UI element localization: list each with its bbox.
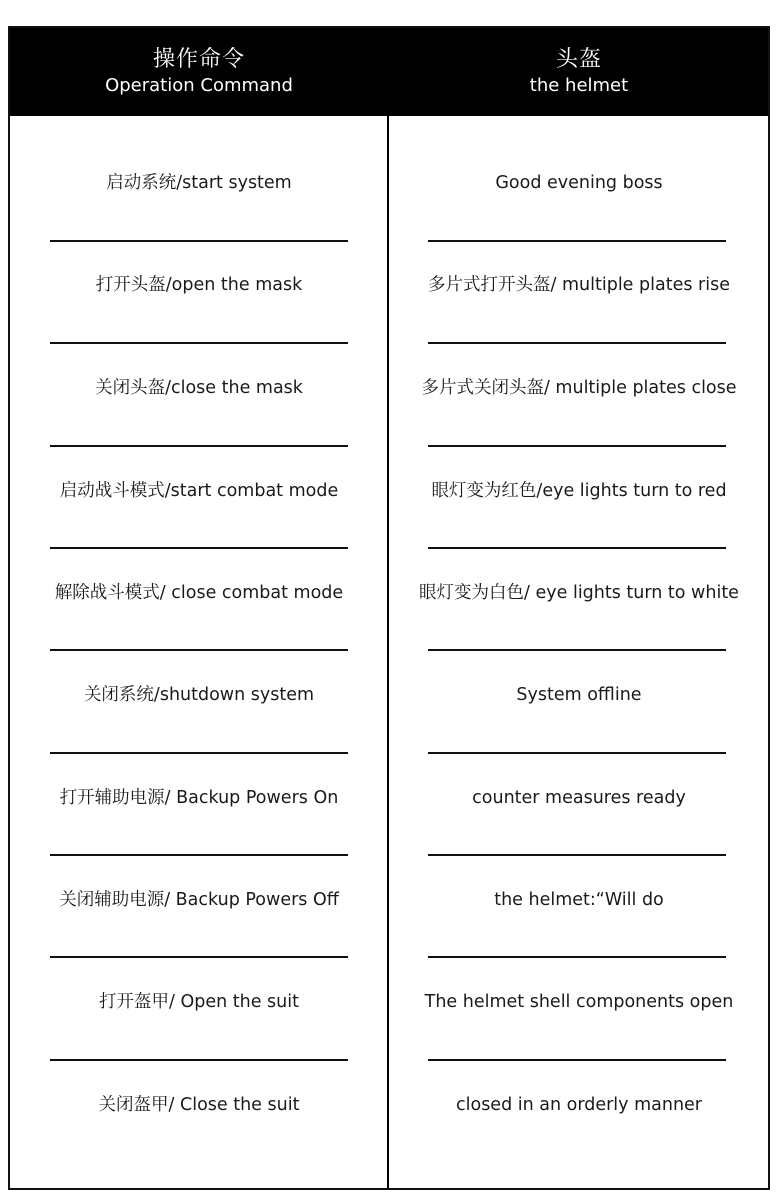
header-left-chinese: 操作命令 [152, 47, 245, 72]
command-cell [10, 627, 388, 729]
command-cell [10, 218, 388, 320]
helmet-cell [390, 218, 768, 320]
command-cell [10, 116, 388, 218]
command-text: 打开盔甲/ Open the suit [99, 992, 299, 1012]
command-text: 关闭盔甲/ Close the suit [98, 1095, 300, 1115]
helmet-cell [390, 1037, 768, 1139]
command-cell [10, 934, 388, 1036]
helmet-cell [390, 423, 768, 525]
command-cell [10, 525, 388, 627]
table-row [10, 627, 768, 729]
table-row [10, 934, 768, 1036]
helmet-cell [390, 627, 768, 729]
table-row [10, 730, 768, 832]
helmet-cell [390, 525, 768, 627]
helmet-text: 多片式关闭头盔/ multiple plates close [421, 378, 737, 398]
header-helmet [390, 28, 768, 116]
command-cell [10, 423, 388, 525]
command-text: 打开头盔/open the mask [95, 275, 303, 295]
helmet-cell [390, 934, 768, 1036]
helmet-text: System offline [516, 685, 642, 705]
helmet-text: the helmet:“Will do [494, 890, 664, 910]
helmet-cell [390, 832, 768, 934]
command-cell [10, 730, 388, 832]
table-row [10, 320, 768, 422]
table-row [10, 1037, 768, 1139]
helmet-text: The helmet shell components open [424, 992, 734, 1012]
table-row [10, 423, 768, 525]
table-row [10, 832, 768, 934]
helmet-text: 多片式打开头盔/ multiple plates rise [428, 275, 730, 295]
helmet-cell [390, 320, 768, 422]
command-text: 解除战斗模式/ close combat mode [54, 583, 344, 603]
helmet-text: counter measures ready [472, 788, 686, 808]
header-operation-command [10, 28, 388, 116]
helmet-text: closed in an orderly manner [456, 1095, 702, 1115]
header-left-english: Operation Command [105, 75, 293, 96]
header-right-english: the helmet [529, 75, 629, 96]
command-text: 关闭辅助电源/ Backup Powers Off [59, 890, 339, 910]
table-row [10, 116, 768, 218]
command-text: 打开辅助电源/ Backup Powers On [59, 788, 339, 808]
helmet-text: 眼灯变为白色/ eye lights turn to white [419, 583, 739, 603]
command-text: 启动战斗模式/start combat mode [59, 481, 339, 501]
command-cell [10, 1037, 388, 1139]
command-text: 关闭头盔/close the mask [95, 378, 303, 398]
table-header [10, 28, 768, 116]
helmet-text: Good evening boss [495, 173, 663, 193]
table-row [10, 525, 768, 627]
helmet-cell [390, 730, 768, 832]
table-row [10, 218, 768, 320]
helmet-cell [390, 116, 768, 218]
command-text: 启动系统/start system [106, 173, 292, 193]
header-right-chinese: 头盔 [555, 47, 602, 72]
command-text: 关闭系统/shutdown system [83, 685, 315, 705]
command-cell [10, 832, 388, 934]
command-cell [10, 320, 388, 422]
helmet-text: 眼灯变为红色/eye lights turn to red [431, 481, 727, 501]
command-table [8, 26, 770, 1190]
